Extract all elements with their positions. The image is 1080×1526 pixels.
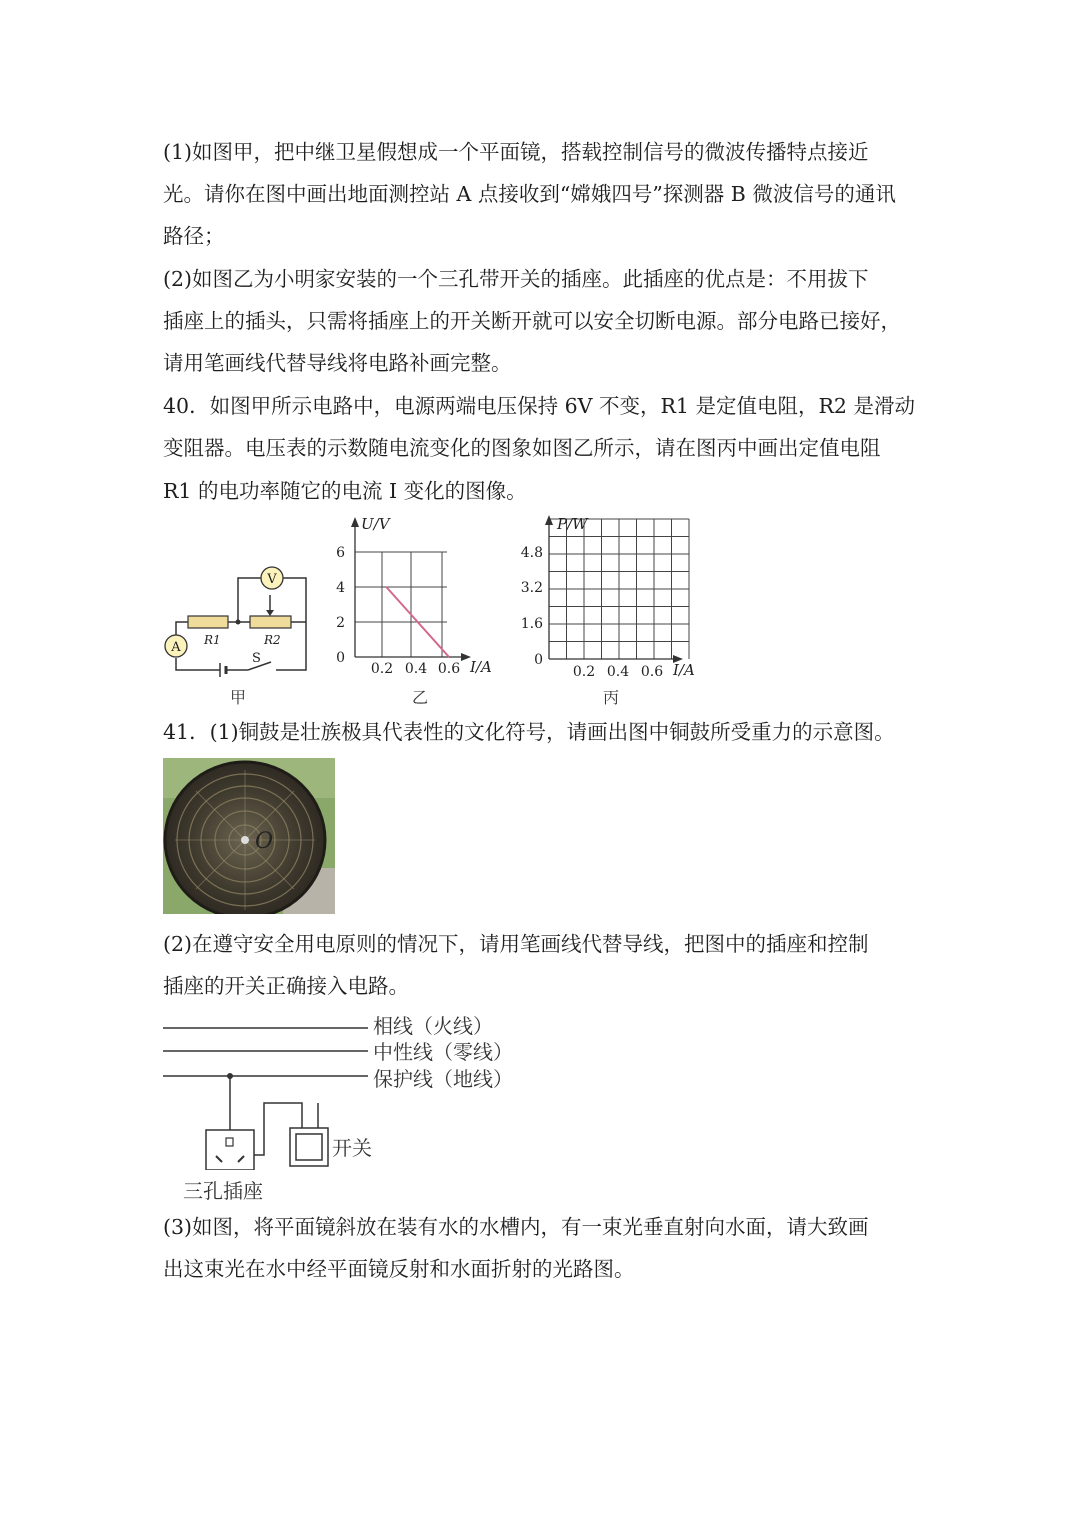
earth-wire-label: 保护线（地线） <box>373 1067 513 1091</box>
q39-p2-line1: (2)如图乙为小明家安装的一个三孔带开关的插座。此插座的优点是：不用拔下 <box>163 267 869 291</box>
y-tick: 0 <box>534 652 543 668</box>
q41-p1: 41．(1)铜鼓是壮族极具代表性的文化符号，请画出图中铜鼓所受重力的示意图。 <box>163 720 895 744</box>
y-axis-arrow-icon <box>351 517 359 527</box>
x-tick: 0.2 <box>572 664 596 680</box>
q39-p1-line1: (1)如图甲，把中继卫星假想成一个平面镜，搭载控制信号的微波传播特点接近 <box>163 140 869 164</box>
socket-caption: 三孔插座 <box>183 1179 263 1203</box>
x-tick: 0.4 <box>606 664 630 680</box>
caption-bing: 丙 <box>603 688 620 707</box>
x-tick: 0.6 <box>437 661 461 677</box>
caption-jia: 甲 <box>230 688 247 707</box>
y-axis-arrow-icon <box>545 515 553 525</box>
q41-p2-line2: 插座的开关正确接入电路。 <box>163 974 409 998</box>
circuit-diagram <box>158 560 318 680</box>
switch-label: S <box>252 651 261 666</box>
r2-rheostat <box>250 616 291 628</box>
q39-p2-line3: 请用笔画线代替导线将电路补画完整。 <box>163 351 512 375</box>
svg-text:A: A <box>171 640 181 655</box>
caption-yi: 乙 <box>412 688 429 707</box>
y-tick: 1.6 <box>520 616 543 632</box>
q40-line2: 变阻器。电压表的示数随电流变化的图象如图乙所示，请在图丙中画出定值电阻 <box>163 436 881 460</box>
q39-p2-line2: 插座上的插头，只需将插座上的开关断开就可以安全切断电源。部分电路已接好， <box>163 309 901 333</box>
y-tick: 2 <box>336 615 345 631</box>
q41-p3-line1: (3)如图，将平面镜斜放在装有水的水槽内，有一束光垂直射向水面，请大致画 <box>163 1215 869 1239</box>
y-tick: 0 <box>336 650 345 666</box>
graph-bing <box>515 513 705 683</box>
bronze-drum-photo <box>163 758 335 914</box>
drum-center-label: O <box>255 829 274 854</box>
r2-label: R2 <box>264 633 281 647</box>
q40-line1: 40．如图甲所示电路中，电源两端电压保持 6V 不变，R1 是定值电阻，R2 是滑动 <box>163 394 915 418</box>
y-tick: 4.8 <box>520 545 543 561</box>
x-tick: 0.2 <box>370 661 394 677</box>
live-wire-label: 相线（火线） <box>373 1014 493 1038</box>
three-pin-socket <box>206 1130 254 1170</box>
q41-p2-line1: (2)在遵守安全用电原则的情况下，请用笔画线代替导线，把图中的插座和控制 <box>163 932 869 956</box>
x-tick: 0.4 <box>404 661 428 677</box>
switch-caption: 开关 <box>332 1136 372 1160</box>
neutral-wire-label: 中性线（零线） <box>373 1040 513 1064</box>
graph-yi <box>325 515 515 680</box>
q40-line3: R1 的电功率随它的电流 I 变化的图像。 <box>163 479 527 503</box>
q39-p1-line2: 光。请你在图中画出地面测控站 A 点接收到“嫦娥四号”探测器 B 微波信号的通讯 <box>163 182 896 206</box>
x-axis-label: I/A <box>673 661 695 679</box>
r1-resistor <box>188 616 228 628</box>
y-tick: 4 <box>336 580 345 596</box>
slider-arrow-icon <box>266 610 274 616</box>
q39-p1-line3: 路径； <box>163 224 225 248</box>
y-axis-label: P/W <box>557 515 588 533</box>
x-tick: 0.6 <box>640 664 664 680</box>
svg-text:V: V <box>267 572 277 587</box>
r1-label: R1 <box>204 633 221 647</box>
y-tick: 6 <box>336 545 345 561</box>
x-axis-label: I/A <box>470 658 492 676</box>
y-tick: 3.2 <box>520 580 543 596</box>
y-axis-label: U/V <box>361 515 390 533</box>
q41-p3-line2: 出这束光在水中经平面镜反射和水面折射的光路图。 <box>163 1257 635 1281</box>
